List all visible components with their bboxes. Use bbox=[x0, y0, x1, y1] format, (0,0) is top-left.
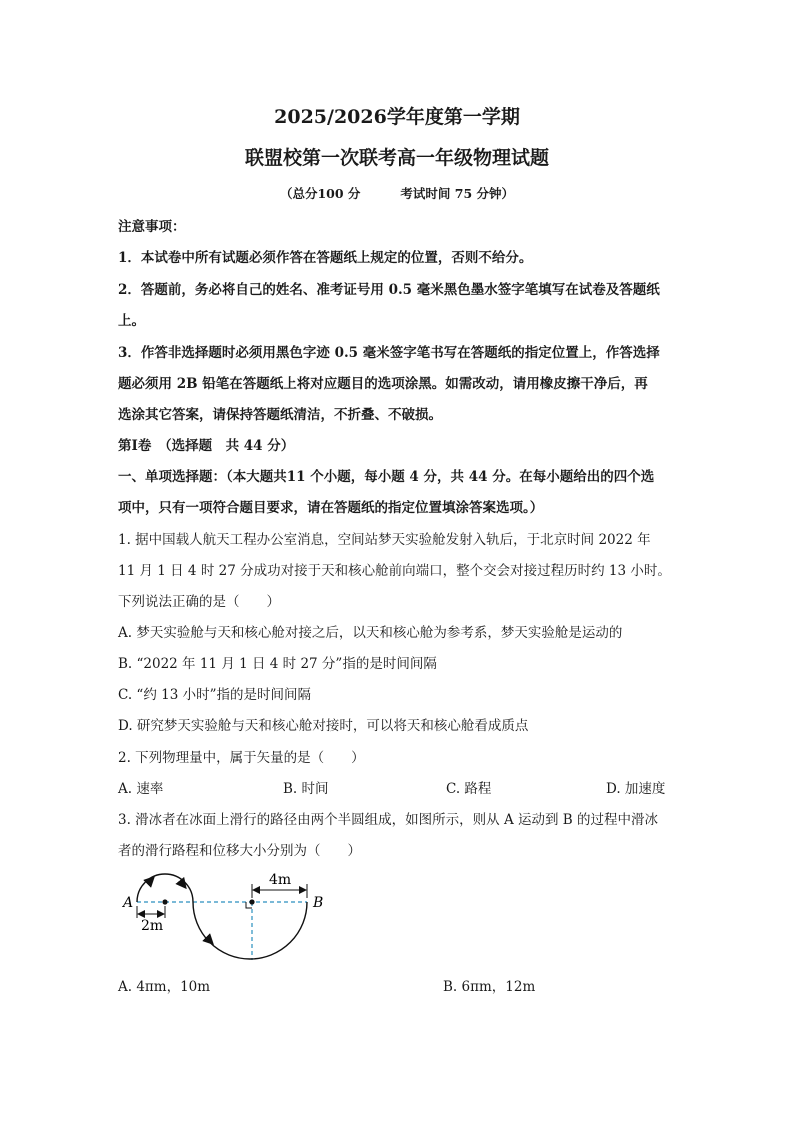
notice-item-2-line-2: 上。 bbox=[118, 313, 145, 329]
notice-item-3-line-2: 题必须用 2B 铅笔在答题纸上将对应题目的选项涂黑。如需改动，请用橡皮擦干净后，再 bbox=[118, 376, 648, 392]
notice-item-3-line-3: 选涂其它答案，请保持答题纸清洁，不折叠、不破损。 bbox=[118, 407, 442, 423]
q1-option-d: D. 研究梦天实验舱与天和核心舱对接时，可以将天和核心舱看成质点 bbox=[118, 718, 529, 734]
notice-item-3-line-1: 3．作答非选择题时必须用黑色字迹 0.5 毫米签字笔书写在答题纸的指定位置上，作答选择 bbox=[118, 345, 660, 361]
q2-stem: 2. 下列物理量中，属于矢量的是（ ） bbox=[118, 750, 365, 766]
exam-info bbox=[0, 184, 794, 204]
q3-option-a: A. 4πm，10m bbox=[118, 979, 211, 995]
q1-option-b: B. “2022 年 11 月 1 日 4 时 27 分”指的是时间间隔 bbox=[118, 656, 437, 672]
q3-option-b: B. 6πm，12m bbox=[443, 979, 536, 995]
notice-item-2-line-1: 2．答题前，务必将自己的姓名、准考证号用 0.5 毫米黑色墨水签字笔填写在试卷及答题纸 bbox=[118, 282, 660, 298]
q1-stem-line-1: 1. 据中国载人航天工程办公室消息，空间站梦天实验舱发射入轨后，于北京时间 2022 年 bbox=[118, 532, 651, 548]
section1-instruction-line-1: 一、单项选择题：（本大题共11 个小题，每小题 4 分，共 44 分。在每小题给出的四个选 bbox=[118, 469, 655, 485]
small-radius-label: 2m bbox=[141, 918, 164, 934]
small-circle-center-dot bbox=[162, 899, 167, 904]
part1-heading: 第Ⅰ卷 （选择题 共 44 分） bbox=[118, 438, 295, 454]
exam-title-main: 联盟校第一次联考高一年级物理试题 bbox=[244, 147, 549, 169]
large-circle-center-dot bbox=[249, 899, 254, 904]
q2-option-a: A. 速率 bbox=[118, 781, 164, 797]
large-radius-label: 4m bbox=[269, 872, 292, 888]
exam-title-term: 2025/2026学年度第一学期 bbox=[274, 106, 520, 128]
q2-option-d: D. 加速度 bbox=[606, 781, 666, 797]
exam-time: 考试时间 75 分钟） bbox=[400, 186, 515, 201]
q3-stem-line-1: 3. 滑冰者在冰面上滑行的路径由两个半圆组成，如图所示，则从 A 运动到 B 的过程中滑冰 bbox=[118, 812, 659, 828]
small-semicircle-path bbox=[137, 874, 193, 902]
q2-option-b: B. 时间 bbox=[283, 781, 329, 797]
point-a-label: A bbox=[123, 895, 134, 911]
q1-stem-line-3: 下列说法正确的是（ ） bbox=[118, 594, 280, 610]
q1-option-a: A. 梦天实验舱与天和核心舱对接之后，以天和核心舱为参考系，梦天实验舱是运动的 bbox=[118, 625, 623, 641]
section1-instruction-line-2: 项中，只有一项符合题目要求，请在答题纸的指定位置填涂答案选项。） bbox=[118, 500, 544, 516]
point-b-label: B bbox=[313, 895, 324, 911]
notice-heading: 注意事项： bbox=[118, 219, 186, 235]
q3-skating-path-figure bbox=[115, 868, 325, 968]
q2-option-c: C. 路程 bbox=[446, 781, 492, 797]
q3-stem-line-2: 者的滑行路程和位移大小分别为（ ） bbox=[118, 843, 361, 859]
total-score: （总分100 分 bbox=[279, 186, 361, 201]
large-semicircle-path bbox=[193, 902, 307, 959]
notice-item-1: 1．本试卷中所有试题必须作答在答题纸上规定的位置，否则不给分。 bbox=[118, 250, 533, 266]
q1-stem-line-2: 11 月 1 日 4 时 27 分成功对接于天和核心舱前向端口，整个交会对接过程历时约 13 小时。 bbox=[118, 563, 671, 579]
q1-option-c: C. “约 13 小时”指的是时间间隔 bbox=[118, 687, 311, 703]
